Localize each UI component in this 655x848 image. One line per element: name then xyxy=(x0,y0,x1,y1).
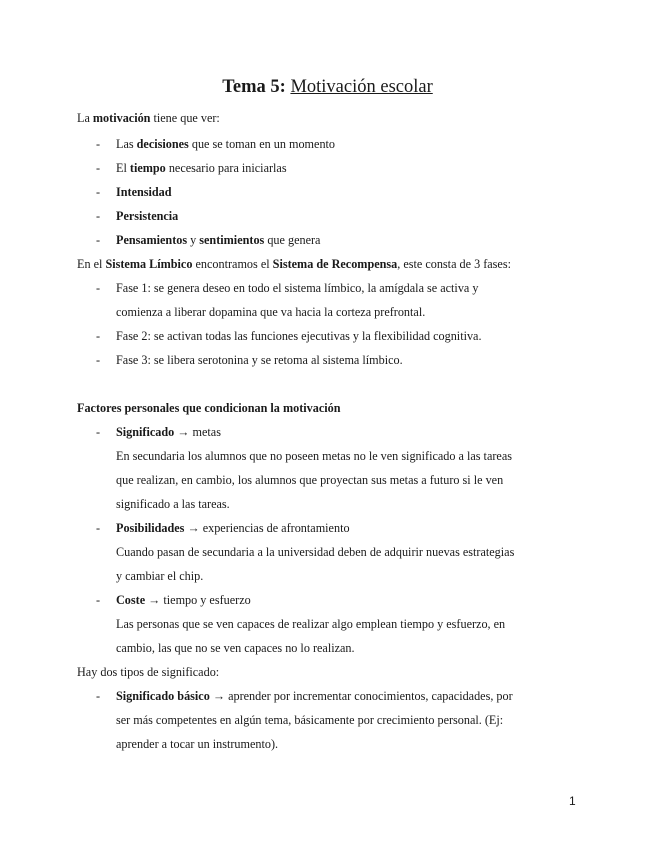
list-dash: - xyxy=(96,329,101,343)
paragraph-line: ser más competentes en algún tema, básicamente por crecimiento personal. (Ej: xyxy=(116,713,504,727)
list-item: El tiempo necesario para iniciarlas xyxy=(116,161,287,175)
list-item: Coste → tiempo y esfuerzo xyxy=(116,593,251,607)
title-underlined: Motivación escolar xyxy=(290,77,433,97)
paragraph-line: cambio, las que no se ven capaces no lo realizan. xyxy=(116,641,355,655)
meaning-types-intro: Hay dos tipos de significado: xyxy=(77,665,220,679)
section-heading: Factores personales que condicionan la motivación xyxy=(77,401,341,415)
page-number: 1 xyxy=(569,794,576,808)
list-item: Persistencia xyxy=(116,209,179,223)
list-dash: - xyxy=(96,521,101,535)
paragraph-line: y cambiar el chip. xyxy=(116,569,204,583)
paragraph-line: Las personas que se ven capaces de realizar algo emplean tiempo y esfuerzo, en xyxy=(116,617,506,631)
paragraph-line: aprender a tocar un instrumento). xyxy=(116,737,279,751)
limbic-intro: En el Sistema Límbico encontramos el Sistema de Recompensa, este consta de 3 fases: xyxy=(77,257,511,271)
list-dash: - xyxy=(96,233,101,247)
list-item: Significado básico → aprender por incrementar conocimientos, capacidades, por xyxy=(116,689,513,703)
list-dash: - xyxy=(96,689,101,703)
list-item: Fase 1: se genera deseo en todo el sistema límbico, la amígdala se activa y xyxy=(116,281,479,295)
paragraph-line: significado a las tareas. xyxy=(116,497,230,511)
list-item: Las decisiones que se toman en un momento xyxy=(116,137,336,151)
list-item-continuation: comienza a liberar dopamina que va hacia la corteza prefrontal. xyxy=(116,305,426,319)
list-item: Pensamientos y sentimientos que genera xyxy=(116,233,321,247)
list-item: Fase 2: se activan todas las funciones ejecutivas y la flexibilidad cognitiva. xyxy=(116,329,482,343)
list-item: Fase 3: se libera serotonina y se retoma al sistema límbico. xyxy=(116,353,403,367)
list-item: Posibilidades → experiencias de afrontamiento xyxy=(116,521,350,535)
list-dash: - xyxy=(96,185,101,199)
paragraph-line: En secundaria los alumnos que no poseen metas no le ven significado a las tareas xyxy=(116,449,512,463)
paragraph-line: Cuando pasan de secundaria a la universidad deben de adquirir nuevas estrategias xyxy=(116,545,515,559)
paragraph-line: que realizan, en cambio, los alumnos que proyectan sus metas a futuro si le ven xyxy=(116,473,504,487)
list-item: Intensidad xyxy=(116,185,172,199)
list-dash: - xyxy=(96,353,101,367)
list-item: Significado → metas xyxy=(116,425,221,439)
intro-line: La motivación tiene que ver: xyxy=(77,111,220,125)
list-dash: - xyxy=(96,209,101,223)
list-dash: - xyxy=(96,137,101,151)
list-dash: - xyxy=(96,161,101,175)
list-dash: - xyxy=(96,281,101,295)
list-dash: - xyxy=(96,593,101,607)
list-dash: - xyxy=(96,425,101,439)
page-title: Tema 5: Motivación escolar xyxy=(222,77,433,97)
